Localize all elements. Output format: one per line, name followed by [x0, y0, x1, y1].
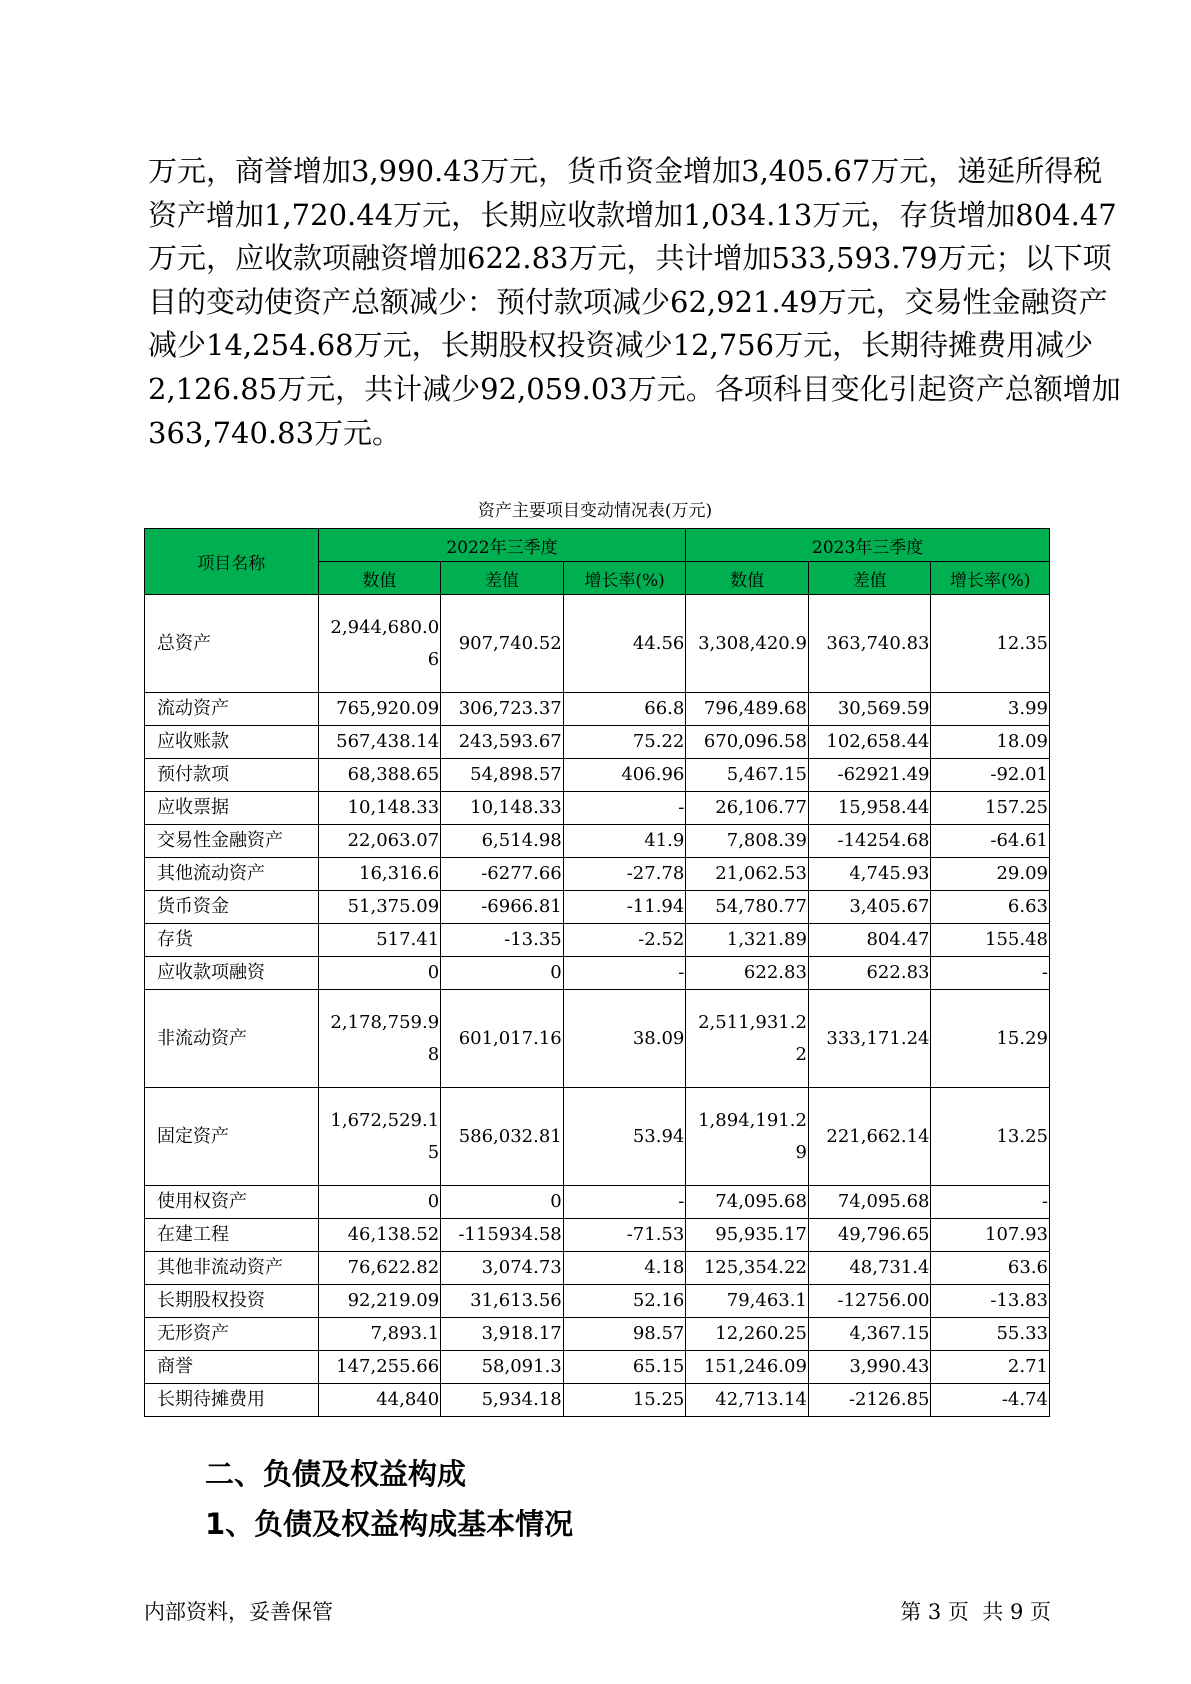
cell-value-2023: 74,095.68 — [686, 1186, 809, 1219]
cell-diff-2023: 333,171.24 — [808, 990, 931, 1088]
paragraph-line: 资产增加1,720.44万元，长期应收款增加1,034.13万元，存货增加804.47 — [148, 197, 1117, 232]
cell-rate-2023: - — [931, 1186, 1050, 1219]
cell-diff-2023: 363,740.83 — [808, 595, 931, 693]
cell-rate-2022: -2.52 — [563, 924, 686, 957]
cell-value-2023: 1,894,191.29 — [686, 1088, 809, 1186]
row-item-name: 应收票据 — [145, 792, 319, 825]
table-row — [145, 990, 1050, 1088]
cell-value-2022: 51,375.09 — [318, 891, 441, 924]
row-item-name: 无形资产 — [145, 1318, 319, 1351]
cell-value-2023: 1,321.89 — [686, 924, 809, 957]
header-diff-2023: 差值 — [808, 562, 931, 595]
cell-diff-2022: 601,017.16 — [441, 990, 564, 1088]
cell-rate-2023: 107.93 — [931, 1219, 1050, 1252]
cell-value-2022: 46,138.52 — [318, 1219, 441, 1252]
cell-rate-2022: 65.15 — [563, 1351, 686, 1384]
cell-diff-2022: 586,032.81 — [441, 1088, 564, 1186]
cell-diff-2023: 3,990.43 — [808, 1351, 931, 1384]
cell-value-2022: 44,840 — [318, 1384, 441, 1417]
table-row — [145, 726, 1050, 759]
row-item-name: 应收款项融资 — [145, 957, 319, 990]
row-item-name: 固定资产 — [145, 1088, 319, 1186]
cell-rate-2023: 6.63 — [931, 891, 1050, 924]
row-item-name: 长期待摊费用 — [145, 1384, 319, 1417]
cell-value-2022: 7,893.1 — [318, 1318, 441, 1351]
header-rate-2023: 增长率(%) — [931, 562, 1050, 595]
cell-rate-2022: 4.18 — [563, 1252, 686, 1285]
cell-diff-2023: 49,796.65 — [808, 1219, 931, 1252]
cell-diff-2022: 54,898.57 — [441, 759, 564, 792]
cell-rate-2023: - — [931, 957, 1050, 990]
header-period-2022: 2022年三季度 — [318, 529, 686, 562]
table-row — [145, 1318, 1050, 1351]
cell-diff-2023: 30,569.59 — [808, 693, 931, 726]
row-item-name: 应收账款 — [145, 726, 319, 759]
cell-rate-2023: -4.74 — [931, 1384, 1050, 1417]
row-item-name: 其他流动资产 — [145, 858, 319, 891]
cell-rate-2022: 38.09 — [563, 990, 686, 1088]
cell-diff-2022: -6277.66 — [441, 858, 564, 891]
row-item-name: 存货 — [145, 924, 319, 957]
footer-note: 内部资料，妥善保管 — [144, 1600, 333, 1624]
cell-rate-2022: -27.78 — [563, 858, 686, 891]
paragraph-line: 万元，应收款项融资增加622.83万元，共计增加533,593.79万元；以下项 — [148, 241, 1112, 276]
cell-value-2022: 517.41 — [318, 924, 441, 957]
page-number: 第 3 页 共 9 页 — [900, 1600, 1051, 1624]
cell-value-2022: 68,388.65 — [318, 759, 441, 792]
cell-diff-2023: -2126.85 — [808, 1384, 931, 1417]
table-row — [145, 595, 1050, 693]
cell-diff-2022: 31,613.56 — [441, 1285, 564, 1318]
cell-rate-2022: 75.22 — [563, 726, 686, 759]
cell-diff-2023: 622.83 — [808, 957, 931, 990]
header-rate-2022: 增长率(%) — [563, 562, 686, 595]
cell-rate-2023: -64.61 — [931, 825, 1050, 858]
cell-rate-2022: 15.25 — [563, 1384, 686, 1417]
cell-value-2022: 92,219.09 — [318, 1285, 441, 1318]
table-row — [145, 1384, 1050, 1417]
cell-diff-2022: 3,074.73 — [441, 1252, 564, 1285]
cell-value-2023: 26,106.77 — [686, 792, 809, 825]
paragraph-line: 万元，商誉增加3,990.43万元，货币资金增加3,405.67万元，递延所得税 — [148, 154, 1103, 188]
cell-rate-2022: -11.94 — [563, 891, 686, 924]
row-item-name: 货币资金 — [145, 891, 319, 924]
cell-diff-2022: -6966.81 — [441, 891, 564, 924]
header-value-2023: 数值 — [686, 562, 809, 595]
cell-rate-2023: 55.33 — [931, 1318, 1050, 1351]
cell-diff-2022: 0 — [441, 957, 564, 990]
cell-value-2022: 76,622.82 — [318, 1252, 441, 1285]
cell-diff-2023: -62921.49 — [808, 759, 931, 792]
cell-value-2023: 7,808.39 — [686, 825, 809, 858]
cell-rate-2023: 12.35 — [931, 595, 1050, 693]
cell-value-2023: 42,713.14 — [686, 1384, 809, 1417]
cell-rate-2022: 41.9 — [563, 825, 686, 858]
row-item-name: 其他非流动资产 — [145, 1252, 319, 1285]
cell-value-2022: 147,255.66 — [318, 1351, 441, 1384]
cell-diff-2022: 10,148.33 — [441, 792, 564, 825]
paragraph-line: 363,740.83万元。 — [148, 415, 402, 450]
cell-diff-2022: 5,934.18 — [441, 1384, 564, 1417]
cell-diff-2023: -14254.68 — [808, 825, 931, 858]
table-row — [145, 1088, 1050, 1186]
table-row — [145, 957, 1050, 990]
table-row — [145, 1285, 1050, 1318]
cell-diff-2023: 804.47 — [808, 924, 931, 957]
paragraph-line: 2,126.85万元，共计减少92,059.03万元。各项科目变化引起资产总额增加 — [148, 371, 1121, 406]
subsection-heading: 1、负债及权益构成基本情况 — [205, 1507, 574, 1541]
cell-rate-2022: 44.56 — [563, 595, 686, 693]
cell-value-2023: 54,780.77 — [686, 891, 809, 924]
cell-rate-2022: 52.16 — [563, 1285, 686, 1318]
cell-value-2022: 0 — [318, 957, 441, 990]
row-item-name: 商誉 — [145, 1351, 319, 1384]
cell-diff-2023: -12756.00 — [808, 1285, 931, 1318]
table-row — [145, 924, 1050, 957]
table-body — [145, 595, 1050, 1417]
row-item-name: 总资产 — [145, 595, 319, 693]
cell-rate-2023: 18.09 — [931, 726, 1050, 759]
cell-diff-2022: 6,514.98 — [441, 825, 564, 858]
cell-rate-2022: 66.8 — [563, 693, 686, 726]
table-row — [145, 1186, 1050, 1219]
cell-rate-2023: -13.83 — [931, 1285, 1050, 1318]
table-row — [145, 891, 1050, 924]
table-row — [145, 759, 1050, 792]
row-item-name: 交易性金融资产 — [145, 825, 319, 858]
row-item-name: 使用权资产 — [145, 1186, 319, 1219]
cell-value-2022: 2,178,759.98 — [318, 990, 441, 1088]
cell-diff-2023: 102,658.44 — [808, 726, 931, 759]
cell-rate-2022: - — [563, 957, 686, 990]
row-item-name: 预付款项 — [145, 759, 319, 792]
asset-change-table — [144, 528, 1050, 1417]
cell-diff-2022: 0 — [441, 1186, 564, 1219]
cell-rate-2023: 3.99 — [931, 693, 1050, 726]
cell-diff-2023: 3,405.67 — [808, 891, 931, 924]
cell-rate-2023: 63.6 — [931, 1252, 1050, 1285]
cell-value-2023: 79,463.1 — [686, 1285, 809, 1318]
row-item-name: 在建工程 — [145, 1219, 319, 1252]
cell-diff-2022: 243,593.67 — [441, 726, 564, 759]
table-row — [145, 1351, 1050, 1384]
cell-value-2022: 1,672,529.15 — [318, 1088, 441, 1186]
cell-rate-2023: 15.29 — [931, 990, 1050, 1088]
header-period-2023: 2023年三季度 — [686, 529, 1050, 562]
table-row — [145, 792, 1050, 825]
cell-value-2023: 622.83 — [686, 957, 809, 990]
cell-value-2022: 10,148.33 — [318, 792, 441, 825]
paragraph-line: 目的变动使资产总额减少：预付款项减少62,921.49万元，交易性金融资产 — [148, 284, 1108, 319]
cell-value-2022: 2,944,680.06 — [318, 595, 441, 693]
cell-diff-2023: 74,095.68 — [808, 1186, 931, 1219]
paragraph-line: 减少14,254.68万元，长期股权投资减少12,756万元，长期待摊费用减少 — [148, 328, 1094, 363]
table-row — [145, 693, 1050, 726]
header-value-2022: 数值 — [318, 562, 441, 595]
body-paragraph — [148, 150, 1121, 455]
cell-value-2023: 2,511,931.22 — [686, 990, 809, 1088]
cell-value-2022: 567,438.14 — [318, 726, 441, 759]
table-row — [145, 1252, 1050, 1285]
cell-rate-2022: - — [563, 792, 686, 825]
cell-value-2023: 151,246.09 — [686, 1351, 809, 1384]
cell-rate-2023: 2.71 — [931, 1351, 1050, 1384]
cell-diff-2023: 4,745.93 — [808, 858, 931, 891]
row-item-name: 非流动资产 — [145, 990, 319, 1088]
cell-rate-2022: - — [563, 1186, 686, 1219]
cell-rate-2023: 157.25 — [931, 792, 1050, 825]
section-heading: 二、负债及权益构成 — [205, 1457, 467, 1491]
cell-rate-2022: -71.53 — [563, 1219, 686, 1252]
cell-value-2023: 3,308,420.9 — [686, 595, 809, 693]
cell-rate-2023: 13.25 — [931, 1088, 1050, 1186]
cell-diff-2022: 306,723.37 — [441, 693, 564, 726]
cell-rate-2022: 98.57 — [563, 1318, 686, 1351]
cell-rate-2023: -92.01 — [931, 759, 1050, 792]
cell-diff-2022: -115934.58 — [441, 1219, 564, 1252]
cell-value-2022: 765,920.09 — [318, 693, 441, 726]
header-item-name: 项目名称 — [145, 529, 319, 595]
cell-rate-2022: 406.96 — [563, 759, 686, 792]
row-item-name: 长期股权投资 — [145, 1285, 319, 1318]
cell-value-2023: 95,935.17 — [686, 1219, 809, 1252]
cell-rate-2023: 29.09 — [931, 858, 1050, 891]
cell-value-2023: 5,467.15 — [686, 759, 809, 792]
table-caption: 资产主要项目变动情况表(万元) — [477, 501, 713, 521]
cell-diff-2022: 3,918.17 — [441, 1318, 564, 1351]
cell-diff-2022: 907,740.52 — [441, 595, 564, 693]
cell-diff-2023: 48,731.4 — [808, 1252, 931, 1285]
cell-value-2023: 12,260.25 — [686, 1318, 809, 1351]
row-item-name: 流动资产 — [145, 693, 319, 726]
table-row — [145, 858, 1050, 891]
cell-value-2022: 16,316.6 — [318, 858, 441, 891]
cell-diff-2023: 4,367.15 — [808, 1318, 931, 1351]
table-row — [145, 825, 1050, 858]
cell-rate-2023: 155.48 — [931, 924, 1050, 957]
cell-diff-2022: -13.35 — [441, 924, 564, 957]
cell-diff-2023: 15,958.44 — [808, 792, 931, 825]
header-diff-2022: 差值 — [441, 562, 564, 595]
cell-value-2023: 21,062.53 — [686, 858, 809, 891]
cell-value-2022: 0 — [318, 1186, 441, 1219]
cell-diff-2022: 58,091.3 — [441, 1351, 564, 1384]
cell-value-2022: 22,063.07 — [318, 825, 441, 858]
cell-diff-2023: 221,662.14 — [808, 1088, 931, 1186]
table-row — [145, 1219, 1050, 1252]
cell-value-2023: 125,354.22 — [686, 1252, 809, 1285]
cell-rate-2022: 53.94 — [563, 1088, 686, 1186]
cell-value-2023: 670,096.58 — [686, 726, 809, 759]
cell-value-2023: 796,489.68 — [686, 693, 809, 726]
